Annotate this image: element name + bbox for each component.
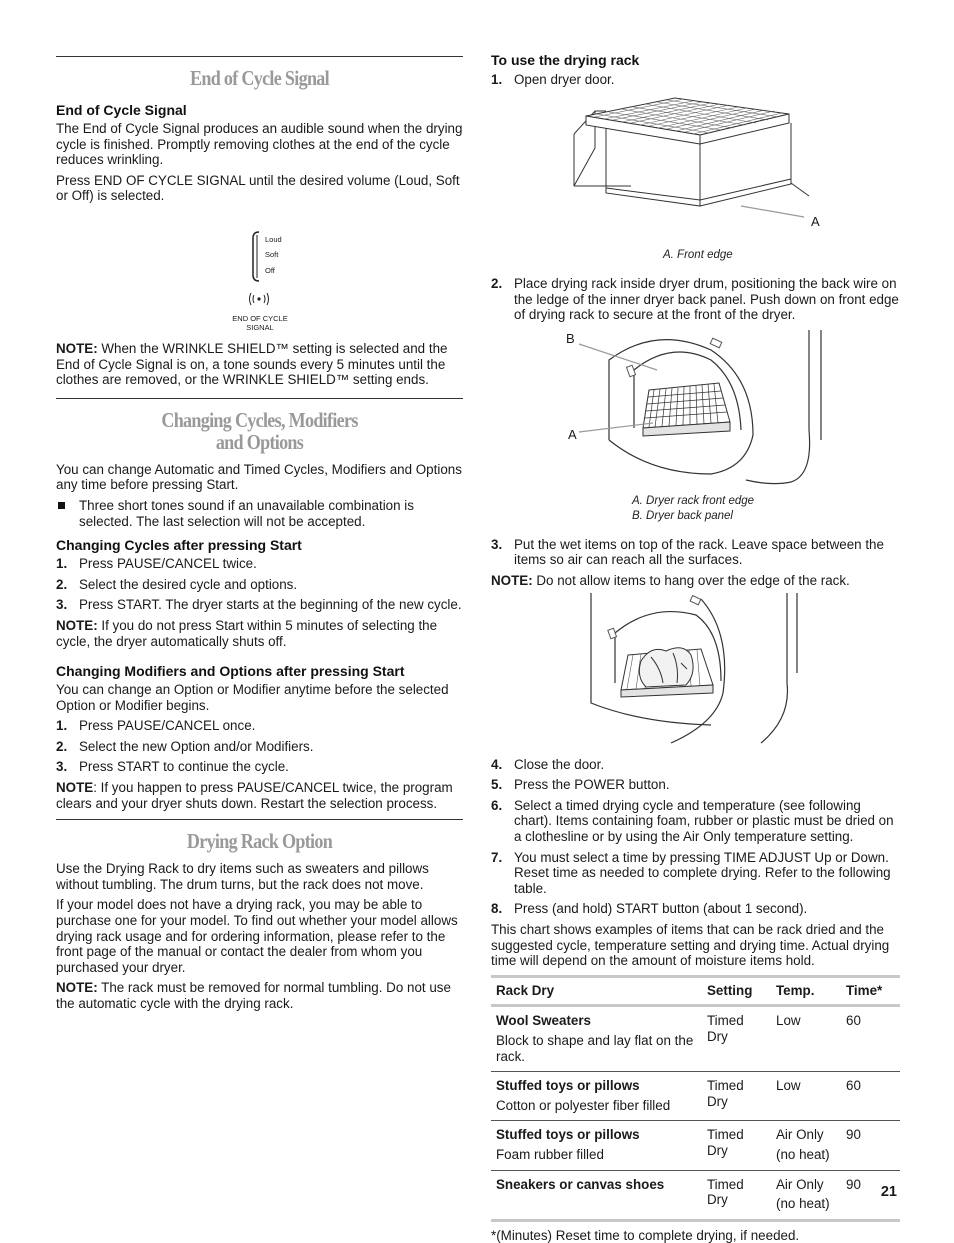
table-row xyxy=(491,1121,900,1170)
step-text: Press (and hold) START button (about 1 second). xyxy=(514,901,808,917)
list-item xyxy=(56,739,463,755)
time-cell: 90 xyxy=(841,1170,900,1220)
changing-title-line-1: Changing Cycles, Modifiers xyxy=(161,407,358,432)
changing-modifiers-steps xyxy=(56,718,463,775)
end-of-cycle-note xyxy=(56,341,463,388)
item-detail: Cotton or polyester fiber filled xyxy=(496,1097,671,1113)
callout-a-label: A xyxy=(811,213,820,229)
changing-cycles-note xyxy=(56,618,463,649)
list-item xyxy=(56,577,463,593)
step-text: Open dryer door. xyxy=(514,72,615,87)
note-lead: NOTE xyxy=(56,780,94,796)
item-cell xyxy=(491,1170,702,1220)
changing-intro: You can change Automatic and Timed Cycles, Modifiers and Options any time before pressing Start. xyxy=(56,461,462,493)
drying-rack-illustration xyxy=(491,88,900,228)
temp-cell xyxy=(771,1121,841,1170)
step-number: 3. xyxy=(56,759,68,775)
step-number: 4. xyxy=(491,756,503,772)
drying-rack-step-1 xyxy=(491,72,900,88)
header-setting: Setting xyxy=(702,976,771,1006)
step-text: Press START to continue the cycle. xyxy=(79,759,289,775)
drying-rack-heading: To use the drying rack xyxy=(491,52,640,68)
step-number: 5. xyxy=(491,777,503,793)
temp-note: (no heat) xyxy=(776,1196,830,1212)
table-row xyxy=(491,1170,900,1220)
note-text: The rack must be removed for normal tumbling. Do not use the automatic cycle with the drying rack. xyxy=(56,980,451,1011)
list-item xyxy=(491,757,900,773)
step-number: 6. xyxy=(491,797,503,813)
item-name: Wool Sweaters xyxy=(496,1013,592,1029)
bullet-square-icon xyxy=(58,502,65,509)
callout-b-label: B xyxy=(566,330,575,346)
volume-option-soft: Soft xyxy=(265,250,279,260)
item-cell xyxy=(491,1072,702,1121)
changing-cycles-subheading: Changing Cycles after pressing Start xyxy=(56,537,302,554)
note-text: When the WRINKLE SHIELD™ setting is selected and the End of Cycle Signal is on, a tone sounds every 5 minutes until the clothes are removed, or the WRINKLE SHIELD™ setting ends. xyxy=(56,340,448,388)
step-number: 2. xyxy=(56,738,68,754)
volume-option-off: Off xyxy=(265,265,275,275)
header-rack-dry: Rack Dry xyxy=(491,976,702,1006)
section-divider xyxy=(56,56,463,57)
temp-value: Air Only xyxy=(776,1176,824,1192)
wet-items-icon xyxy=(639,647,693,686)
drying-rack-step-3 xyxy=(491,537,900,568)
volume-option-loud: Loud xyxy=(265,234,282,244)
step-number: 2. xyxy=(491,276,503,292)
selector-bracket-icon xyxy=(253,232,259,281)
step-text: Select the new Option and/or Modifiers. xyxy=(79,738,314,754)
callout-a-label-2: A xyxy=(568,426,577,442)
note-lead: NOTE: xyxy=(56,980,98,996)
chart-intro: This chart shows examples of items that can be rack dried and the suggested cycle, temperature setting and drying time. Actual drying time will depend on the amount of moisture items hold. xyxy=(491,922,890,969)
drying-rack-title: Drying Rack Option xyxy=(186,829,333,854)
section-divider xyxy=(56,398,463,399)
table-row xyxy=(491,1072,900,1121)
rack-dry-table xyxy=(491,975,900,1222)
drying-rack-paragraph-2: If your model does not have a drying rack, you may be able to purchase one for your model. To find out whether your model allows drying rack usage and for ordering information, please refer to the front page of the manual or contact the dealer from whom you purchased your dryer. xyxy=(56,897,458,975)
item-detail: Block to shape and lay flat on the rack. xyxy=(496,1032,694,1064)
step-number: 1. xyxy=(56,718,68,734)
items-on-rack-figure xyxy=(491,593,900,747)
note-text: : If you happen to press PAUSE/CANCEL twice, the program clears and your dryer shuts down. Restart the selection process. xyxy=(56,780,453,811)
end-of-cycle-button-label xyxy=(216,314,304,332)
left-column xyxy=(56,56,463,1012)
right-column xyxy=(491,52,900,1243)
setting-cell: Timed Dry xyxy=(702,1072,771,1121)
table-header-row xyxy=(491,976,900,1006)
rack-in-drum-figure xyxy=(491,330,900,490)
item-name: Stuffed toys or pillows xyxy=(496,1127,640,1143)
callout-line xyxy=(741,206,804,217)
temp-note: (no heat) xyxy=(776,1146,830,1162)
time-cell: 90 xyxy=(841,1121,900,1170)
list-item xyxy=(491,276,900,323)
step-text: Select a timed drying cycle and temperature (see following chart). Items containing foam, rubber or plastic must be dried on a clothesline or by using the Air Only temperature setting. xyxy=(514,797,894,845)
list-item xyxy=(56,718,463,734)
step-text: Put the wet items on top of the rack. Leave space between the items so air can reach all the surfaces. xyxy=(514,536,884,568)
temp-value: Low xyxy=(776,1013,801,1029)
step-text: Press PAUSE/CANCEL once. xyxy=(79,718,256,734)
rack-figure xyxy=(491,88,900,245)
note-text: Do not allow items to hang over the edge of the rack. xyxy=(532,573,850,589)
end-of-cycle-title: End of Cycle Signal xyxy=(190,66,329,90)
callout-line-a xyxy=(579,423,653,432)
changing-bullet xyxy=(56,498,463,529)
list-item xyxy=(56,597,463,613)
step-text: Place drying rack inside dryer drum, positioning the back wire on the ledge of the inner dryer back panel. Push down on front edge of drying rack to secure at the front of the dryer. xyxy=(514,276,899,323)
item-cell xyxy=(491,1121,702,1170)
panel-label-line-2: SIGNAL xyxy=(246,322,274,332)
page-number: 21 xyxy=(880,1184,897,1200)
section-divider xyxy=(56,819,463,820)
item-detail: Foam rubber filled xyxy=(496,1146,604,1162)
temp-value: Low xyxy=(776,1078,801,1094)
step-number: 8. xyxy=(491,901,503,917)
table-row xyxy=(491,1006,900,1072)
note-text: If you do not press Start within 5 minutes of selecting the cycle, the dryer automatically shuts off. xyxy=(56,617,438,649)
fig2-caption-line-2: B. Dryer back panel xyxy=(632,510,733,523)
list-item xyxy=(56,556,463,572)
changing-title-line-2: and Options xyxy=(215,429,304,454)
list-item xyxy=(56,759,463,775)
item-name: Sneakers or canvas shoes xyxy=(496,1176,665,1192)
header-temp: Temp. xyxy=(771,976,841,1006)
note-lead: NOTE: xyxy=(56,340,98,356)
fig2-caption xyxy=(632,494,900,525)
note-lead: NOTE: xyxy=(56,617,98,633)
step-number: 3. xyxy=(491,536,503,552)
time-cell: 60 xyxy=(841,1072,900,1121)
table-footnote: *(Minutes) Reset time to complete drying, if needed. xyxy=(491,1227,800,1243)
step-text: Press START. The dryer starts at the beginning of the new cycle. xyxy=(79,597,462,613)
changing-title xyxy=(84,409,434,453)
header-time: Time* xyxy=(841,976,900,1006)
end-of-cycle-paragraph-1: The End of Cycle Signal produces an audible sound when the drying cycle is finished. Promptly removing clothes at the end of the cycle reduces wrinkling. xyxy=(56,121,463,168)
temp-cell xyxy=(771,1072,841,1121)
changing-modifiers-subheading: Changing Modifiers and Options after pressing Start xyxy=(56,663,405,680)
step-number: 3. xyxy=(56,597,68,613)
item-name: Stuffed toys or pillows xyxy=(496,1078,640,1094)
step-number: 1. xyxy=(491,72,503,87)
temp-value: Air Only xyxy=(776,1127,824,1143)
list-item xyxy=(491,901,900,917)
item-cell xyxy=(491,1006,702,1072)
step-text: Select the desired cycle and options. xyxy=(79,576,298,592)
step-number: 7. xyxy=(491,849,503,865)
drying-rack-steps-4-8 xyxy=(491,757,900,917)
temp-cell xyxy=(771,1006,841,1072)
list-item xyxy=(491,798,900,845)
list-item xyxy=(491,537,900,568)
rack-in-drum-illustration xyxy=(491,330,900,490)
bullet-text: Three short tones sound if an unavailable combination is selected. The last selection will not be accepted. xyxy=(79,497,414,529)
drying-rack-step-2 xyxy=(491,276,900,323)
step-text: Close the door. xyxy=(514,756,605,772)
fig1-caption: A. Front edge xyxy=(663,248,733,261)
end-of-cycle-panel-illustration xyxy=(56,204,463,341)
drying-rack-note xyxy=(56,980,463,1011)
end-of-cycle-subtitle: End of Cycle Signal xyxy=(56,102,187,118)
temp-cell xyxy=(771,1170,841,1220)
time-cell: 60 xyxy=(841,1006,900,1072)
step-text: Press PAUSE/CANCEL twice. xyxy=(79,556,257,572)
items-on-rack-illustration xyxy=(491,593,900,747)
callout-line-b xyxy=(579,344,657,370)
end-of-cycle-paragraph-2: Press END OF CYCLE SIGNAL until the desired volume (Loud, Soft or Off) is selected. xyxy=(56,172,460,204)
note-lead: NOTE: xyxy=(491,573,533,589)
changing-modifiers-note xyxy=(56,780,463,811)
list-item xyxy=(491,72,900,88)
list-item xyxy=(491,850,900,897)
changing-cycles-steps xyxy=(56,556,463,613)
list-item xyxy=(491,777,900,793)
sound-signal-icon xyxy=(250,293,269,305)
volume-options xyxy=(265,232,282,279)
changing-modifiers-intro: You can change an Option or Modifier anytime before the selected Option or Modifier begins. xyxy=(56,682,449,713)
panel-label-line-1: END OF CYCLE xyxy=(232,313,288,323)
drying-rack-paragraph-1: Use the Drying Rack to dry items such as sweaters and pillows without tumbling. The drum turns, but the rack does not move. xyxy=(56,861,429,892)
step-text: Press the POWER button. xyxy=(514,777,670,793)
setting-cell: Timed Dry xyxy=(702,1006,771,1072)
step-text: You must select a time by pressing TIME ADJUST Up or Down. Reset time as needed to complete drying. Refer to the following table. xyxy=(514,849,891,896)
step-number: 2. xyxy=(56,576,68,592)
drying-rack-note xyxy=(491,573,900,589)
setting-cell: Timed Dry xyxy=(702,1170,771,1220)
fig2-caption-line-1: A. Dryer rack front edge xyxy=(632,494,755,507)
setting-cell: Timed Dry xyxy=(702,1121,771,1170)
step-number: 1. xyxy=(56,556,68,572)
